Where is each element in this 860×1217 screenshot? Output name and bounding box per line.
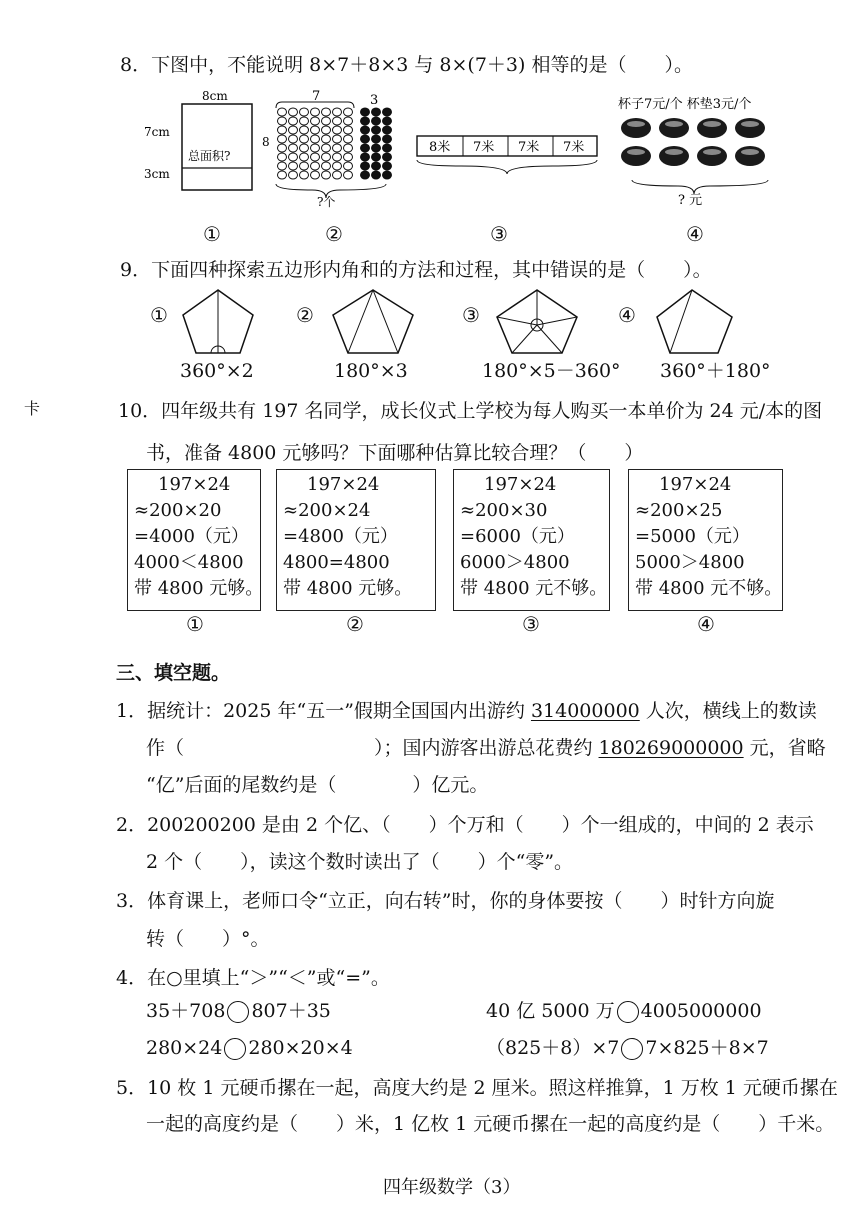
fig4-bottom-label: ? 元	[678, 193, 703, 207]
dot	[361, 126, 370, 134]
dot	[333, 126, 342, 134]
dot	[372, 126, 381, 134]
dot	[383, 171, 392, 179]
q9-label-3: ③	[462, 303, 480, 327]
q9-pentagon-1	[178, 285, 258, 360]
fig3-cell-1: 8米	[429, 140, 451, 155]
dot	[311, 126, 320, 134]
q8-figure-2	[262, 88, 402, 208]
fig1-center-label: 总面积?	[188, 149, 231, 163]
dot	[372, 144, 381, 152]
dot	[289, 135, 298, 143]
dot	[372, 117, 381, 125]
dot	[300, 162, 309, 170]
q10-label-2: ②	[346, 612, 364, 636]
dot	[383, 117, 392, 125]
q8-figure-4	[618, 92, 788, 207]
dot	[361, 153, 370, 161]
dot	[333, 162, 342, 170]
dot	[289, 144, 298, 152]
dot	[333, 117, 342, 125]
compare-circle[interactable]	[224, 1038, 246, 1060]
q9-formula-2: 180°×3	[334, 360, 408, 382]
fill-1-line-2: 作（ ）；国内游客出游总花费约 180269000000 元，省略	[146, 737, 826, 759]
fill-1-line-3: “亿”后面的尾数约是（ ）亿元。	[146, 774, 489, 796]
dot	[383, 108, 392, 116]
dot	[278, 144, 287, 152]
q10-line-1: 10．四年级共有 197 名同学，成长仪式上学校为每人购买一本单价为 24 元/本的图	[118, 400, 823, 422]
compare-circle[interactable]	[617, 1001, 639, 1023]
dot	[322, 126, 331, 134]
q9-label-1: ①	[150, 303, 168, 327]
dot	[372, 171, 381, 179]
fill-2-line-2: 2 个（ ），读这个数时读出了（ ）个“零”。	[146, 851, 574, 873]
dot	[372, 108, 381, 116]
dot	[344, 144, 353, 152]
dot	[311, 153, 320, 161]
dot	[344, 108, 353, 116]
dot	[278, 117, 287, 125]
fig2-top-right-label: 3	[370, 93, 379, 108]
dot	[322, 117, 331, 125]
fill-5-line-2: 一起的高度约是（ ）米，1 亿枚 1 元硬币摞在一起的高度约是（ ）千米。	[146, 1113, 835, 1135]
q8-figure-3	[415, 128, 605, 178]
q9-pentagon-2	[328, 285, 418, 360]
dot	[278, 171, 287, 179]
fill-4-item-3: 280×24 280×20×4	[146, 1037, 353, 1059]
q9-formula-4: 360°＋180°	[660, 360, 771, 382]
dot	[278, 162, 287, 170]
q10-option-box-3: 197×24 ≈200×30 =6000（元） 6000＞4800 带 4800 元不够。	[453, 469, 610, 611]
q10-option-box-1: 197×24 ≈200×20 =4000（元） 4000＜4800 带 4800 元够。	[127, 469, 261, 611]
dot	[300, 135, 309, 143]
fill-2-line-1: 2．200200200 是由 2 个亿、（ ）个万和（ ）个一组成的，中间的 2 表示	[116, 814, 814, 836]
q8-text: 8．下图中，不能说明 8×7＋8×3 与 8×(7＋3) 相等的是（ ）。	[120, 54, 693, 76]
q10-line-2: 书，准备 4800 元够吗？下面哪种估算比较合理？（ ）	[146, 442, 644, 464]
dot	[361, 171, 370, 179]
page-footer: 四年级数学（3）	[383, 1177, 521, 1198]
dot	[311, 171, 320, 179]
fill-3-line-2: 转（ ）°。	[146, 928, 270, 950]
dot	[361, 108, 370, 116]
fill-5-line-1: 5．10 枚 1 元硬币摞在一起，高度大约是 2 厘米。照这样推算，1 万枚 1 元硬币摞在	[116, 1077, 838, 1099]
q10-label-4: ④	[697, 612, 715, 636]
dot	[344, 162, 353, 170]
dot	[311, 117, 320, 125]
dot	[311, 108, 320, 116]
q10-label-3: ③	[522, 612, 540, 636]
dot	[278, 153, 287, 161]
q8-label-4: ④	[686, 222, 704, 246]
dot	[383, 153, 392, 161]
dot	[333, 144, 342, 152]
q9-label-2: ②	[296, 303, 314, 327]
q8-label-1: ①	[203, 222, 221, 246]
q9-text: 9．下面四种探索五边形内角和的方法和过程，其中错误的是（ ）。	[120, 259, 712, 281]
fig2-side-label: 8	[262, 135, 270, 149]
dot	[372, 162, 381, 170]
dot	[278, 108, 287, 116]
section-3-title: 三、填空题。	[116, 662, 231, 684]
dot	[322, 144, 331, 152]
dot	[333, 153, 342, 161]
dot	[361, 144, 370, 152]
dot	[383, 162, 392, 170]
dot	[344, 126, 353, 134]
q10-label-1: ①	[186, 612, 204, 636]
q9-pentagon-3	[492, 285, 582, 360]
dot	[344, 171, 353, 179]
fig3-cell-2: 7米	[473, 140, 495, 155]
fill-4-item-4: （825＋8）×7 7×825＋8×7	[486, 1037, 769, 1059]
dot	[333, 171, 342, 179]
fill-4-title: 4．在○里填上“＞”“＜”或“=”。	[116, 967, 390, 989]
fig3-cell-4: 7米	[563, 140, 585, 155]
dot	[361, 117, 370, 125]
dot	[289, 162, 298, 170]
q9-pentagon-4	[652, 285, 742, 360]
dot	[289, 171, 298, 179]
fig3-cell-3: 7米	[518, 140, 540, 155]
q8-figure-1	[140, 88, 270, 198]
q9-formula-1: 360°×2	[180, 360, 254, 382]
fig1-left-bottom-label: 3cm	[144, 167, 170, 181]
q9-formula-3: 180°×5－360°	[482, 360, 621, 382]
compare-circle[interactable]	[621, 1038, 643, 1060]
dot	[311, 144, 320, 152]
dot	[300, 108, 309, 116]
dot	[311, 135, 320, 143]
q8-label-2: ②	[325, 222, 343, 246]
dot	[289, 153, 298, 161]
dot	[278, 126, 287, 134]
q10-option-box-2: 197×24 ≈200×24 =4800（元） 4800=4800 带 4800 元够。	[276, 469, 436, 611]
dot	[300, 144, 309, 152]
dot	[300, 126, 309, 134]
dot	[383, 126, 392, 134]
dot	[289, 108, 298, 116]
dot	[383, 144, 392, 152]
dot	[278, 135, 287, 143]
q8-label-3: ③	[490, 222, 508, 246]
fig1-left-top-label: 7cm	[144, 125, 170, 139]
dot	[344, 153, 353, 161]
dot	[361, 135, 370, 143]
dot	[322, 171, 331, 179]
compare-circle[interactable]	[227, 1001, 249, 1023]
dot	[333, 135, 342, 143]
dot	[300, 171, 309, 179]
q9-label-4: ④	[618, 303, 636, 327]
dot	[322, 153, 331, 161]
dot	[311, 162, 320, 170]
dot	[300, 117, 309, 125]
fig1-top-label: 8cm	[202, 89, 228, 103]
fill-4-item-1: 35＋708 807＋35	[146, 1000, 331, 1022]
dot	[372, 153, 381, 161]
fig2-top-left-label: 7	[312, 89, 321, 104]
dot	[344, 135, 353, 143]
dot	[322, 162, 331, 170]
dot	[289, 117, 298, 125]
fill-3-line-1: 3．体育课上，老师口令“立正，向右转”时，你的身体要按（ ）时针方向旋	[116, 890, 775, 912]
dot	[289, 126, 298, 134]
dot	[322, 135, 331, 143]
dot	[344, 117, 353, 125]
q10-option-box-4: 197×24 ≈200×25 =5000（元） 5000＞4800 带 4800 元不够。	[628, 469, 783, 611]
fig4-caption: 杯子7元/个 杯垫3元/个	[618, 97, 752, 112]
fill-4-item-2: 40 亿 5000 万 4005000000	[486, 1000, 762, 1022]
dot	[300, 153, 309, 161]
dot	[333, 108, 342, 116]
dot	[383, 135, 392, 143]
dot	[361, 162, 370, 170]
fill-1-line-1: 1．据统计：2025 年“五一”假期全国国内出游约 314000000 人次，横线上的数读	[116, 700, 817, 722]
margin-mark: 卡	[24, 399, 41, 418]
dot	[372, 135, 381, 143]
dot	[322, 108, 331, 116]
fig2-bottom-label: ?个	[317, 195, 336, 208]
